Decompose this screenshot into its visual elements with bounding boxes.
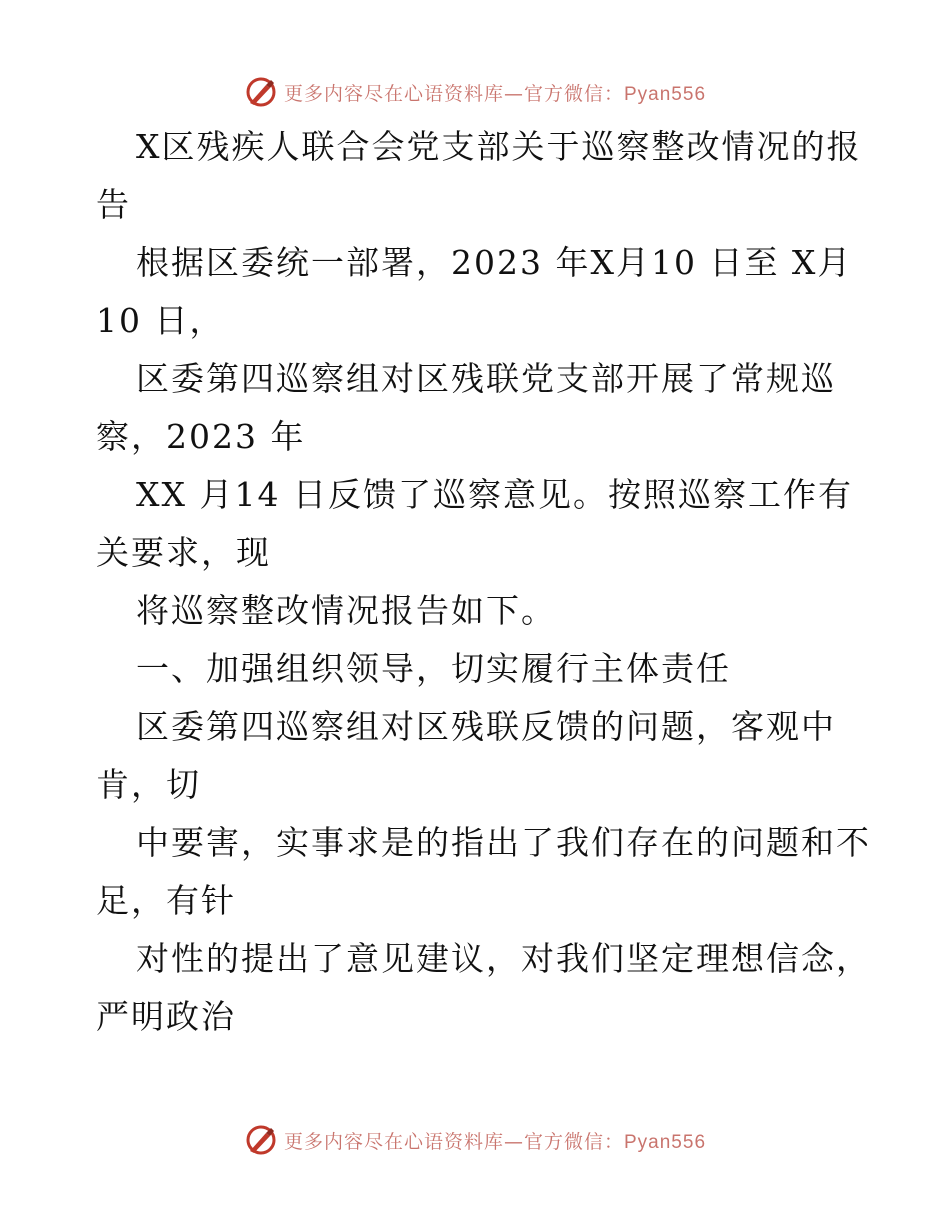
paragraph-line: 足，有针 — [96, 881, 236, 920]
section-heading: 一、加强组织领导，切实履行主体责任 — [136, 649, 731, 688]
paragraph-line: 根据区委统一部署，2023 年X月10 日至 X月 — [136, 243, 853, 282]
paragraph-line: 10 日， — [96, 301, 225, 340]
paragraph-line: 将巡察整改情况报告如下。 — [136, 591, 556, 630]
paragraph-line: 对性的提出了意见建议，对我们坚定理想信念， — [136, 939, 871, 978]
document-title: X区残疾人联合会党支部关于巡察整改情况的报 — [136, 127, 862, 166]
document-title-cont: 告 — [96, 185, 131, 224]
watermark-text: 更多内容尽在心语资料库—官方微信：Pyan556 — [283, 1130, 707, 1153]
header-watermark — [0, 72, 950, 112]
paragraph-line: XX 月14 日反馈了巡察意见。按照巡察工作有 — [136, 475, 853, 514]
paragraph-line: 肯，切 — [96, 765, 201, 804]
paragraph-line: 区委第四巡察组对区残联党支部开展了常规巡 — [136, 359, 836, 398]
pen-logo-icon — [244, 75, 278, 109]
pen-logo-icon — [244, 1123, 278, 1157]
paragraph-line: 区委第四巡察组对区残联反馈的问题，客观中 — [136, 707, 836, 746]
document-body — [96, 118, 871, 1046]
footer-watermark — [0, 1120, 950, 1160]
paragraph-line: 关要求，现 — [96, 533, 271, 572]
paragraph-line: 察，2023 年 — [96, 417, 306, 456]
paragraph-line: 严明政治 — [96, 997, 236, 1036]
paragraph-line: 中要害，实事求是的指出了我们存在的问题和不 — [136, 823, 871, 862]
watermark-text: 更多内容尽在心语资料库—官方微信：Pyan556 — [283, 82, 707, 105]
